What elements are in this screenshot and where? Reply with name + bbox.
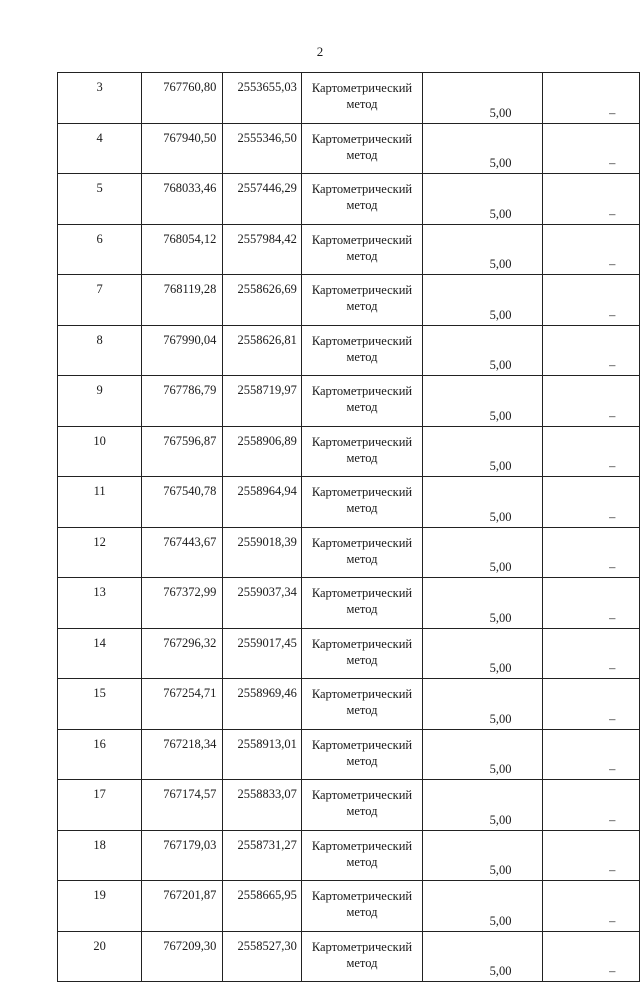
method-line-1: Картометрический [311, 333, 413, 348]
point-number-cell: 20 [58, 931, 142, 982]
accuracy-cell: 5,00 [423, 830, 543, 881]
description-cell [543, 679, 640, 730]
method-line-2: метод [346, 905, 378, 919]
description-cell [543, 224, 640, 275]
method-line-1: Картометрический [311, 182, 413, 196]
accuracy-cell: 5,00 [423, 325, 543, 376]
method-cell [301, 830, 422, 881]
accuracy-cell: 5,00 [423, 729, 543, 780]
point-number-cell: 16 [58, 729, 142, 780]
table-row [58, 578, 640, 629]
table-row [58, 376, 640, 427]
x-coordinate-cell: 767209,30 [142, 931, 223, 982]
accuracy-cell: 5,00 [423, 376, 543, 427]
accuracy-cell: 5,00 [423, 123, 543, 174]
y-coordinate-cell: 2559037,34 [223, 578, 301, 629]
point-number-cell: 18 [58, 830, 142, 881]
method-line-1: Картометрический [311, 283, 413, 297]
method-cell [301, 578, 422, 629]
method-cell [301, 881, 422, 932]
method-line-1: Картометрический [311, 131, 413, 146]
description-cell [543, 123, 640, 174]
method-cell [301, 628, 422, 679]
description-text: – [609, 812, 616, 827]
point-number-cell: 7 [58, 275, 142, 326]
method-line-1: Картометрический [311, 384, 413, 398]
method-line-1: Картометрический [311, 434, 413, 449]
method-line-2: метод [346, 753, 378, 768]
description-cell [543, 376, 640, 427]
y-coordinate-cell: 2558626,69 [223, 275, 301, 326]
accuracy-cell: 5,00 [423, 477, 543, 528]
point-number-cell: 3 [58, 73, 142, 124]
method-line-2: метод [346, 147, 378, 162]
description-cell [543, 477, 640, 528]
method-line-2: метод [346, 955, 378, 970]
method-cell [301, 174, 422, 225]
method-line-1: Картометрический [311, 838, 413, 853]
method-line-2: метод [346, 97, 378, 111]
y-coordinate-cell: 2558626,81 [223, 325, 301, 376]
x-coordinate-cell: 767179,03 [142, 830, 223, 881]
method-line-2: метод [346, 703, 378, 717]
accuracy-cell: 5,00 [423, 931, 543, 982]
method-cell [301, 224, 422, 275]
y-coordinate-cell: 2558906,89 [223, 426, 301, 477]
description-text: – [609, 762, 616, 776]
description-text: – [609, 206, 616, 221]
method-line-2: метод [346, 602, 378, 616]
description-text: – [609, 661, 616, 675]
method-line-2: метод [346, 400, 378, 414]
description-cell [543, 729, 640, 780]
x-coordinate-cell: 767254,71 [142, 679, 223, 730]
method-cell [301, 527, 422, 578]
point-number-cell: 8 [58, 325, 142, 376]
method-cell [301, 426, 422, 477]
x-coordinate-cell: 767540,78 [142, 477, 223, 528]
y-coordinate-cell: 2555346,50 [223, 123, 301, 174]
description-cell [543, 325, 640, 376]
description-text: – [609, 610, 616, 625]
accuracy-cell: 5,00 [423, 174, 543, 225]
point-number-cell: 11 [58, 477, 142, 528]
point-number-cell: 12 [58, 527, 142, 578]
method-cell [301, 325, 422, 376]
description-cell [543, 830, 640, 881]
y-coordinate-cell: 2558665,95 [223, 881, 301, 932]
point-number-cell: 15 [58, 679, 142, 730]
description-text: – [609, 711, 616, 726]
y-coordinate-cell: 2557446,29 [223, 174, 301, 225]
y-coordinate-cell: 2559018,39 [223, 527, 301, 578]
x-coordinate-cell: 767760,80 [142, 73, 223, 124]
point-number-cell: 6 [58, 224, 142, 275]
table-row [58, 729, 640, 780]
table-row [58, 174, 640, 225]
description-text: – [609, 105, 616, 120]
description-text: – [609, 459, 616, 473]
method-line-1: Картометрический [311, 737, 413, 752]
table-row [58, 123, 640, 174]
method-line-2: метод [346, 450, 378, 465]
page-number: 2 [316, 44, 324, 59]
description-text: – [609, 358, 616, 372]
x-coordinate-cell: 767174,57 [142, 780, 223, 831]
description-cell [543, 578, 640, 629]
accuracy-cell: 5,00 [423, 628, 543, 679]
x-coordinate-cell: 768054,12 [142, 224, 223, 275]
method-cell [301, 477, 422, 528]
y-coordinate-cell: 2558913,01 [223, 729, 301, 780]
description-cell [543, 174, 640, 225]
method-cell [301, 275, 422, 326]
accuracy-cell: 5,00 [423, 881, 543, 932]
accuracy-cell: 5,00 [423, 426, 543, 477]
y-coordinate-cell: 2553655,03 [223, 73, 301, 124]
y-coordinate-cell: 2558719,97 [223, 376, 301, 427]
method-line-2: метод [346, 854, 378, 869]
x-coordinate-cell: 767990,04 [142, 325, 223, 376]
y-coordinate-cell: 2558964,94 [223, 477, 301, 528]
accuracy-cell: 5,00 [423, 275, 543, 326]
table-row [58, 780, 640, 831]
description-cell [543, 275, 640, 326]
accuracy-cell: 5,00 [423, 679, 543, 730]
method-line-1: Картометрический [311, 889, 413, 903]
description-text: – [609, 560, 616, 574]
y-coordinate-cell: 2558527,30 [223, 931, 301, 982]
description-text: – [609, 863, 616, 877]
x-coordinate-cell: 768119,28 [142, 275, 223, 326]
point-number-cell: 17 [58, 780, 142, 831]
table-row [58, 679, 640, 730]
x-coordinate-cell: 767372,99 [142, 578, 223, 629]
y-coordinate-cell: 2557984,42 [223, 224, 301, 275]
method-line-1: Картометрический [311, 788, 413, 802]
point-number-cell: 5 [58, 174, 142, 225]
method-line-2: метод [346, 551, 378, 566]
table-row [58, 224, 640, 275]
table-row [58, 325, 640, 376]
table-row [58, 830, 640, 881]
method-line-1: Картометрический [311, 232, 413, 247]
method-line-1: Картометрический [311, 939, 413, 954]
description-text: – [609, 913, 616, 928]
method-line-2: метод [346, 198, 378, 212]
description-cell [543, 931, 640, 982]
y-coordinate-cell: 2558969,46 [223, 679, 301, 730]
description-text: – [609, 257, 616, 271]
method-line-2: метод [346, 299, 378, 313]
accuracy-cell: 5,00 [423, 527, 543, 578]
method-cell [301, 931, 422, 982]
method-line-1: Картометрический [311, 586, 413, 600]
table-row [58, 628, 640, 679]
y-coordinate-cell: 2558833,07 [223, 780, 301, 831]
description-cell [543, 73, 640, 124]
accuracy-cell: 5,00 [423, 780, 543, 831]
method-cell [301, 123, 422, 174]
description-text: – [609, 408, 616, 423]
coordinates-table [57, 72, 640, 982]
accuracy-cell: 5,00 [423, 578, 543, 629]
table-row [58, 477, 640, 528]
method-line-2: метод [346, 501, 378, 515]
x-coordinate-cell: 767443,67 [142, 527, 223, 578]
x-coordinate-cell: 767201,87 [142, 881, 223, 932]
method-cell [301, 780, 422, 831]
accuracy-cell: 5,00 [423, 224, 543, 275]
description-cell [543, 628, 640, 679]
description-cell [543, 881, 640, 932]
method-cell [301, 729, 422, 780]
x-coordinate-cell: 767940,50 [142, 123, 223, 174]
method-line-1: Картометрический [311, 485, 413, 499]
x-coordinate-cell: 767786,79 [142, 376, 223, 427]
point-number-cell: 10 [58, 426, 142, 477]
description-cell [543, 426, 640, 477]
description-text: – [609, 509, 616, 524]
point-number-cell: 4 [58, 123, 142, 174]
point-number-cell: 13 [58, 578, 142, 629]
description-text: – [609, 156, 616, 170]
method-line-1: Картометрический [311, 687, 413, 701]
method-cell [301, 679, 422, 730]
method-cell [301, 73, 422, 124]
description-cell [543, 780, 640, 831]
method-cell [301, 376, 422, 427]
description-cell [543, 527, 640, 578]
method-line-1: Картометрический [311, 636, 413, 651]
x-coordinate-cell: 767218,34 [142, 729, 223, 780]
table-row [58, 931, 640, 982]
table-row [58, 527, 640, 578]
method-line-2: метод [346, 804, 378, 818]
table-row [58, 881, 640, 932]
coordinates-table-body [58, 73, 640, 982]
table-row [58, 275, 640, 326]
method-line-2: метод [346, 349, 378, 364]
description-text: – [609, 307, 616, 322]
x-coordinate-cell: 768033,46 [142, 174, 223, 225]
accuracy-cell: 5,00 [423, 73, 543, 124]
method-line-2: метод [346, 652, 378, 667]
x-coordinate-cell: 767596,87 [142, 426, 223, 477]
y-coordinate-cell: 2558731,27 [223, 830, 301, 881]
y-coordinate-cell: 2559017,45 [223, 628, 301, 679]
method-line-1: Картометрический [311, 81, 413, 95]
point-number-cell: 9 [58, 376, 142, 427]
description-text: – [609, 964, 616, 978]
method-line-1: Картометрический [311, 535, 413, 550]
point-number-cell: 19 [58, 881, 142, 932]
method-line-2: метод [346, 248, 378, 263]
table-row [58, 73, 640, 124]
x-coordinate-cell: 767296,32 [142, 628, 223, 679]
point-number-cell: 14 [58, 628, 142, 679]
table-row [58, 426, 640, 477]
